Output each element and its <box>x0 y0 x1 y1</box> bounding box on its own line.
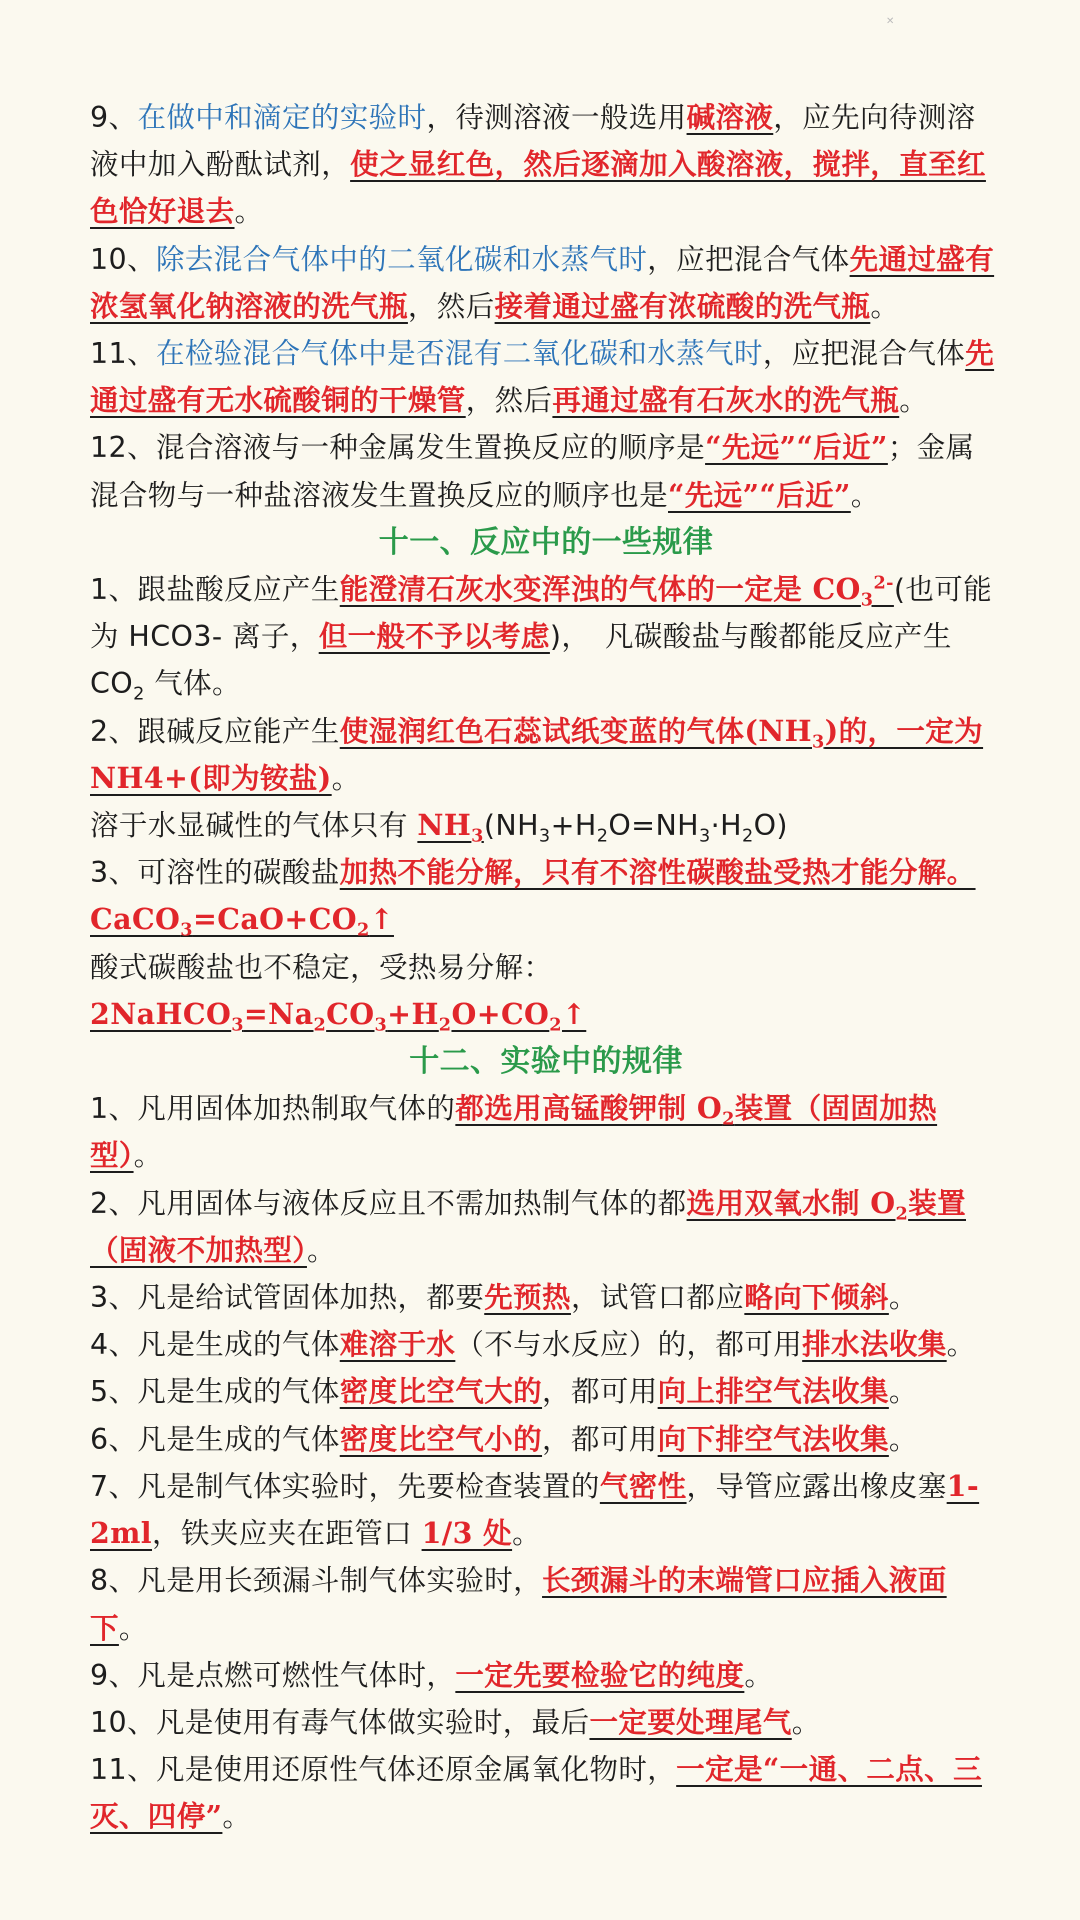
subscript: 3 <box>699 826 711 847</box>
plain-text: ，导管应露出橡皮塞 <box>686 1469 947 1503</box>
plain-text: ，都可用 <box>542 1375 658 1409</box>
rule-11-3 <box>90 849 1002 943</box>
plain-text: 。 <box>222 1800 252 1834</box>
answer-part: 选用双氧水制 O <box>686 1185 896 1220</box>
answer-part: 2NaHCO <box>90 996 232 1031</box>
answer-part: 能澄清石灰水变浑浊的气体的一定是 CO <box>339 572 861 607</box>
answer-text: 碱溶液 <box>686 100 774 134</box>
plain-text: 。 <box>850 478 880 512</box>
rule-12-8 <box>90 1557 1002 1651</box>
rule-12-9 <box>90 1652 1002 1699</box>
plain-text: 11、凡是使用还原性气体还原金属氧化物时， <box>90 1753 677 1787</box>
answer-text: 略向下倾斜 <box>744 1280 889 1315</box>
plain-text: 2、跟碱反应能产生 <box>90 714 340 748</box>
subscript: 2 <box>722 1108 735 1130</box>
answer-part: 装置（固液不加热型） <box>90 1185 966 1267</box>
plain-text: 。 <box>888 1422 918 1456</box>
plain-text: 。 <box>133 1139 163 1173</box>
plain-text: 。 <box>118 1611 148 1645</box>
item-10 <box>90 236 1002 330</box>
plain-text: 。 <box>870 289 900 323</box>
plain-text: 溶于水显碱性的气体只有 <box>90 809 418 843</box>
plain-text: ；金属混合物与一种盐溶液发生置换反应的顺序也是 <box>90 431 975 512</box>
answer-text <box>339 572 894 611</box>
answer-text: 密度比空气大的 <box>339 1374 543 1409</box>
subscript: 3 <box>860 589 874 611</box>
subscript: 2 <box>596 826 609 847</box>
answer-text: “先远”“后近” <box>705 430 888 465</box>
plain-text: 。 <box>331 761 361 795</box>
plain-text: 1、跟盐酸反应产生 <box>90 573 340 607</box>
answer-part: 使湿润红色石蕊试纸变蓝的气体(NH <box>339 713 812 748</box>
rule-12-7 <box>90 1463 1002 1557</box>
answer-text: “先远”“后近” <box>668 477 851 512</box>
plain-text: ，应把混合气体 <box>647 242 850 276</box>
subscript: 2 <box>438 1014 452 1036</box>
rule-12-11 <box>90 1746 1002 1840</box>
answer-part: 加热不能分解，只有不溶性碳酸盐受热才能分解。CaCO <box>90 855 976 937</box>
plain-text: 。 <box>306 1233 336 1267</box>
answer-text: 长颈漏斗的末端管口应插入液面下 <box>90 1563 947 1645</box>
plain-text: 。 <box>899 384 929 418</box>
rule-11-1 <box>90 566 1002 708</box>
answer-text: 再通过盛有石灰水的洗气瓶 <box>552 383 900 418</box>
subscript: 2 <box>357 920 370 942</box>
answer-text: 向下排空气法收集 <box>657 1421 889 1456</box>
plain-text: 。 <box>888 1375 918 1409</box>
item-9 <box>90 94 1002 236</box>
plain-text: (NH <box>483 809 539 843</box>
answer-text: 先预热 <box>484 1280 571 1315</box>
item-11 <box>90 330 1002 424</box>
answer-part: O+CO <box>451 996 550 1031</box>
subscript: 3 <box>374 1014 388 1036</box>
subscript: 2 <box>895 1203 909 1225</box>
corner-mark-icon: ✕ <box>886 16 895 27</box>
answer-part: 都选用高锰酸钾制 O <box>455 1091 723 1126</box>
answer-text: 接着通过盛有浓硫酸的洗气瓶 <box>494 288 871 323</box>
subscript: 3 <box>471 825 484 847</box>
plain-text: ，试管口都应 <box>570 1281 745 1315</box>
plain-text: 。 <box>791 1705 821 1739</box>
answer-text: 先通过盛有无水硫酸铜的干燥管 <box>90 336 995 418</box>
item-12 <box>90 424 1002 518</box>
answer-part: ↑ <box>369 902 394 937</box>
rule-11-3b <box>90 944 1002 1038</box>
subscript: 2 <box>133 685 145 706</box>
condition-text: 在做中和滴定的实验时 <box>137 101 427 134</box>
plain-text: ，应先向待测溶液中加入酚酞试剂， <box>90 101 976 182</box>
plain-text: 4、凡是生成的气体 <box>90 1328 340 1362</box>
subscript: 3 <box>812 731 825 753</box>
answer-text: 密度比空气小的 <box>339 1421 543 1456</box>
rule-12-3 <box>90 1274 1002 1321</box>
plain-text: 12、混合溶液与一种金属发生置换反应的顺序是 <box>90 431 706 465</box>
plain-text: 。 <box>888 1281 918 1315</box>
plain-text: ，然后 <box>407 289 495 323</box>
subscript: 2 <box>549 1014 562 1036</box>
plain-text: 1、凡用固体加热制取气体的 <box>90 1092 456 1126</box>
answer-text: 一定先要检验它的纯度 <box>455 1657 745 1692</box>
answer-text: 一定是“一通、二点、三灭、四停” <box>90 1752 982 1834</box>
answer-part: CO <box>326 996 375 1031</box>
plain-text: 5、凡是生成的气体 <box>90 1375 340 1409</box>
plain-text: （不与水反应）的，都可用 <box>455 1328 803 1362</box>
rule-12-4 <box>90 1321 1002 1368</box>
plain-text: 。 <box>234 195 264 229</box>
plain-text: ，待测溶液一般选用 <box>426 101 687 134</box>
subscript: 3 <box>231 1014 244 1036</box>
plain-text: 10、凡是使用有毒气体做实验时，最后 <box>90 1705 590 1739</box>
plain-text: 9、凡是点燃可燃性气体时， <box>90 1658 456 1692</box>
rule-12-1 <box>90 1085 1002 1179</box>
plain-text: )， 凡碳酸盐与酸都能反应产生 CO <box>90 620 952 701</box>
section-heading-11: 十一、反应中的一些规律 <box>378 524 714 560</box>
answer-text: 先通过盛有浓氢氧化钠溶液的洗气瓶 <box>90 241 995 323</box>
condition-text: 除去混合气体中的二氧化碳和水蒸气时 <box>155 242 648 276</box>
plain-text: (也可能为 HCO3- 离子， <box>90 573 993 654</box>
answer-text: 1/3 处 <box>421 1516 513 1551</box>
answer-text <box>90 996 587 1036</box>
answer-text: 使之显红色，然后逐滴加入酸溶液，搅拌，直至红色恰好退去 <box>90 147 986 229</box>
plain-text: 8、凡是用长颈漏斗制气体实验时， <box>90 1564 543 1598</box>
rule-11-2 <box>90 708 1002 802</box>
item-number: 11、 <box>90 337 156 371</box>
item-number: 10、 <box>90 242 156 276</box>
answer-text: 1-2ml <box>90 1468 980 1551</box>
plain-text: 。 <box>744 1658 774 1692</box>
plain-text: 酸式碳酸盐也不稳定，受热易分解： <box>90 950 553 984</box>
section-heading-12: 十二、实验中的规律 <box>409 1044 683 1080</box>
plain-text: 。 <box>946 1328 976 1362</box>
plain-text: 气体。 <box>144 667 241 701</box>
plain-text: 2、凡用固体与液体反应且不需加热制气体的都 <box>90 1186 687 1220</box>
plain-text: 6、凡是生成的气体 <box>90 1422 340 1456</box>
plain-text: ，然后 <box>465 384 553 418</box>
subscript: 2 <box>741 826 754 847</box>
answer-text: 气密性 <box>599 1468 687 1503</box>
answer-part: =CaO+CO <box>192 902 357 937</box>
answer-text <box>417 808 484 847</box>
answer-part: ↑ <box>561 996 587 1031</box>
rule-12-2 <box>90 1180 1002 1274</box>
answer-part: 装置（固固加热型） <box>90 1091 938 1173</box>
plain-text: 。 <box>512 1517 541 1551</box>
subscript: 2 <box>313 1014 327 1036</box>
answer-text: 向上排空气法收集 <box>657 1374 889 1409</box>
answer-text: 难溶于水 <box>339 1327 456 1362</box>
answer-part: +H <box>387 996 439 1031</box>
plain-text: ，铁夹应夹在距管口 <box>152 1517 422 1551</box>
rule-12-6 <box>90 1416 1002 1463</box>
rule-12-10 <box>90 1699 1002 1746</box>
answer-text: 排水法收集 <box>802 1327 947 1362</box>
plain-text: 3、可溶性的碳酸盐 <box>90 856 340 890</box>
plain-text: O=NH <box>608 809 699 843</box>
subscript: 3 <box>538 826 551 847</box>
plain-text: O) <box>753 809 788 843</box>
rule-11-2b <box>90 802 1002 849</box>
plain-text: 3、凡是给试管固体加热，都要 <box>90 1281 485 1315</box>
answer-part: =Na <box>243 996 314 1031</box>
subscript: 3 <box>180 920 193 942</box>
rule-12-5 <box>90 1368 1002 1415</box>
plain-text: 7、凡是制气体实验时，先要检查装置的 <box>90 1469 600 1503</box>
plain-text: +H <box>550 809 597 843</box>
document-body <box>90 94 1002 1841</box>
answer-text: 但一般不予以考虑 <box>318 619 550 654</box>
answer-text: 一定要处理尾气 <box>589 1704 792 1739</box>
item-number: 9、 <box>90 101 138 134</box>
plain-text: ，应把混合气体 <box>762 337 966 371</box>
superscript: 2- <box>873 572 894 594</box>
plain-text: ·H <box>710 809 742 843</box>
plain-text: ，都可用 <box>542 1422 658 1456</box>
answer-part: NH <box>417 808 472 843</box>
condition-text: 在检验混合气体中是否混有二氧化碳和水蒸气时 <box>155 337 763 371</box>
answer-part: )的，一定为 NH4+(即为铵盐) <box>90 713 984 795</box>
